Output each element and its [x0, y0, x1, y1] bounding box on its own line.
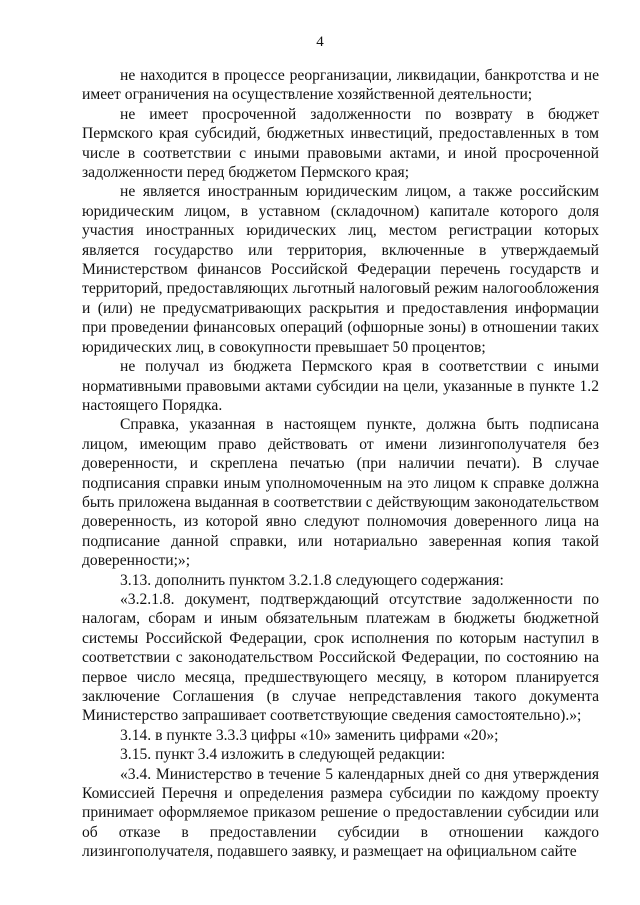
- paragraph-clause-3-14: 3.14. в пункте 3.3.3 цифры «10» заменить цифрами «20»;: [120, 726, 499, 744]
- document-body: [82, 66, 599, 862]
- paragraph-no-overdue-debt: не имеет просроченной задолженности по возврату в бюджет Пермского края субсидий, бюджетных инвестиций, предоставленных в том числе в соответствии с иными правовыми актами, и иной просроченной задолженности перед бюджетом Пермского края;: [82, 105, 599, 182]
- page-number: 4: [316, 34, 324, 50]
- paragraph-clause-3-13: 3.13. дополнить пунктом 3.2.1.8 следующего содержания:: [120, 571, 504, 589]
- paragraph-clause-3-2-1-8: «3.2.1.8. документ, подтверждающий отсутствие задолженности по налогам, сборам и иным обязательным платежам в бюджеты бюджетной системы Российской Федерации, срок исполнения по которым наступил в соответствии с законодательством Российской Федерации, по состоянию на первое число месяца, предшествующего месяцу, в котором планируется заключение Соглашения (в случае непредставления такого документа Министерство запрашивает соответствующие сведения самостоятельно).»;: [82, 590, 599, 725]
- paragraph-not-in-reorganization: не находится в процессе реорганизации, ликвидации, банкротства и не имеет ограничения на осуществление хозяйственной деятельности;: [82, 67, 599, 104]
- paragraph-clause-3-4: «3.4. Министерство в течение 5 календарных дней со дня утверждения Комиссией Перечня и определения размера субсидии по каждому проекту принимает оформляемое приказом решение о предоставлении субсидии или об отказе в предоставлении субсидии в отношении каждого лизингополучателя, подавшего заявку, и размещает на официальном сайте: [82, 765, 599, 861]
- paragraph-not-foreign-entity: не является иностранным юридическим лицом, а также российским юридическим лицом, в уставном (складочном) капитале которого доля участия иностранных юридических лиц, местом регистрации которых является государство или территория, включенные в утверждаемый Министерством финансов Российской Федерации перечень государств и территорий, предоставляющих льготный налоговый режим налогообложения и (или) не предусматривающих раскрытия и предоставления информации при проведении финансовых операций (офшорные зоны) в отношении таких юридических лиц, в совокупности превышает 50 процентов;: [82, 183, 599, 356]
- paragraph-no-other-subsidies: не получал из бюджета Пермского края в соответствии с иными нормативными правовыми актами субсидии на цели, указанные в пункте 1.2 настоящего Порядка.: [82, 358, 599, 414]
- paragraph-certificate-signature: Справка, указанная в настоящем пункте, должна быть подписана лицом, имеющим право действовать от имени лизингополучателя без доверенности, и скреплена печатью (при наличии печати). В случае подписания справки иным уполномоченным на это лицом к справке должна быть приложена выданная в соответствии с действующим законодательством доверенность, из которой явно следуют полномочия доверенного лица на подписание данной справки, или нотариально заверенная копия такой доверенности;»;: [82, 416, 599, 570]
- paragraph-clause-3-15: 3.15. пункт 3.4 изложить в следующей редакции:: [120, 746, 446, 764]
